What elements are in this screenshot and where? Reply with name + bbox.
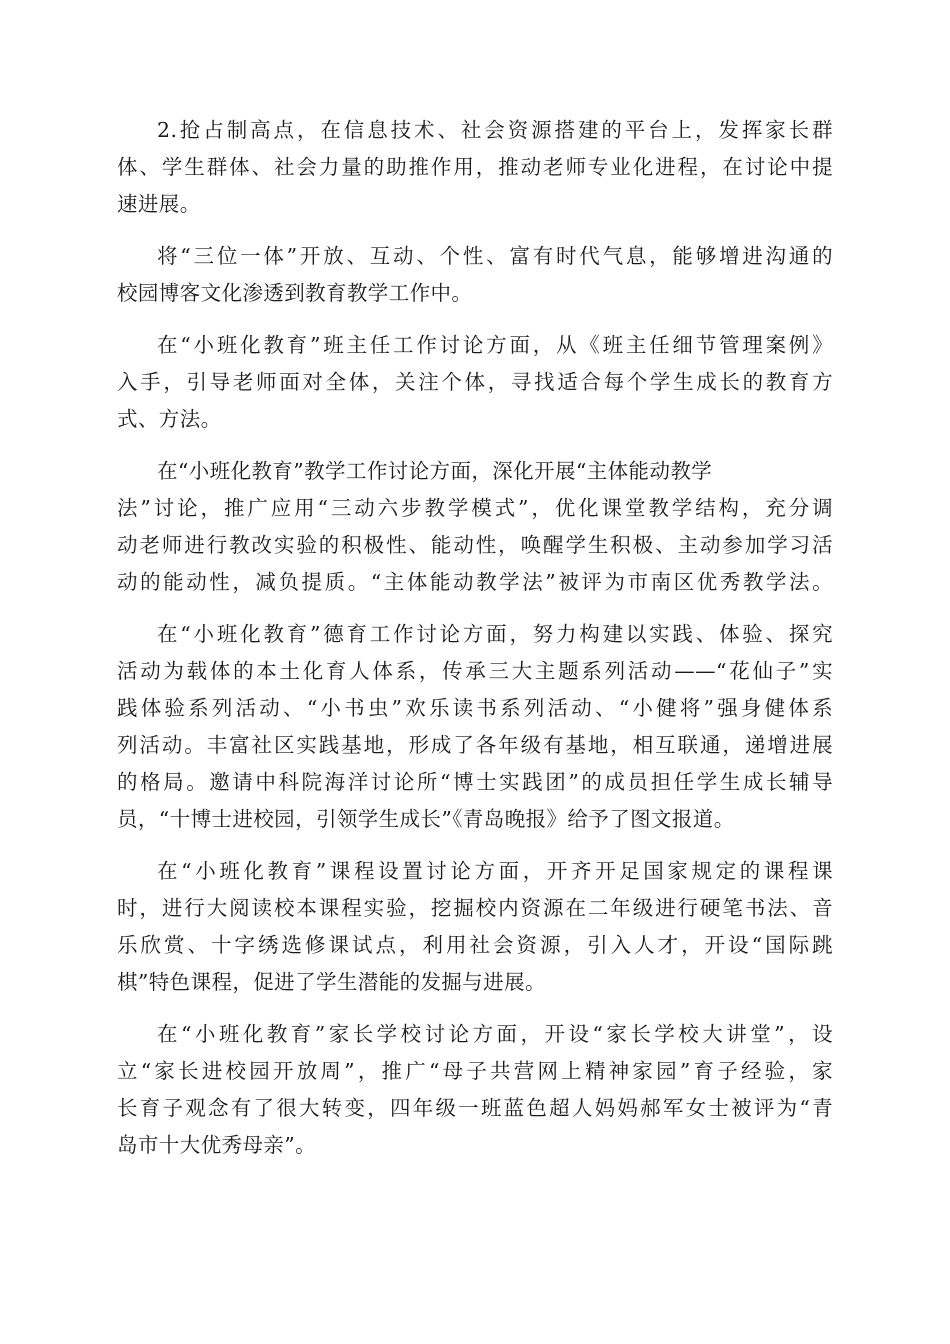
text-line: 践体验系列活动、“小书虫”欢乐读书系列活动、“小健将”强身健体系 xyxy=(117,696,833,720)
text-line: 列活动。丰富社区实践基地，形成了各年级有基地，相互联通，递增进展 xyxy=(117,733,833,757)
paragraph xyxy=(117,616,833,838)
text-line: 在“小班化教育”家长学校讨论方面，开设“家长学校大讲堂”，设 xyxy=(157,1022,833,1046)
text-line: 入手，引导老师面对全体，关注个体，寻找适合每个学生成长的教育方 xyxy=(117,370,833,394)
text-line: 动老师进行教改实验的积极性、能动性，唤醒学生积极、主动参加学习活 xyxy=(117,533,833,557)
paragraph xyxy=(117,1016,833,1164)
text-line: 员，“十博士进校园，引领学生成长”《青岛晚报》给予了图文报道。 xyxy=(117,807,735,831)
document-page xyxy=(117,112,833,1179)
text-line: 长育子观念有了很大转变，四年级一班蓝色超人妈妈郝军女士被评为“青 xyxy=(117,1096,833,1120)
text-line: 在“小班化教育”教学工作讨论方面，深化开展“主体能动教学 xyxy=(157,459,713,483)
paragraph xyxy=(117,327,833,438)
text-line: 体、学生群体、社会力量的助推作用，推动老师专业化进程，在讨论中提 xyxy=(117,155,833,179)
text-line: 速进展。 xyxy=(117,192,201,216)
text-line: 法”讨论，推广应用“三动六步教学模式”，优化课堂教学结构，充分调 xyxy=(117,496,833,520)
paragraph xyxy=(117,453,833,601)
text-line: 时，进行大阅读校本课程实验，挖掘校内资源在二年级进行硬笔书法、音 xyxy=(117,896,833,920)
text-line: 在“小班化教育”德育工作讨论方面，努力构建以实践、体验、探究 xyxy=(157,622,833,646)
text-line: 将“三位一体”开放、互动、个性、富有时代气息，能够增进沟通的 xyxy=(157,244,833,268)
text-line: 立“家长进校园开放周”，推广“母子共营网上精神家园”育子经验，家 xyxy=(117,1059,833,1083)
paragraph xyxy=(117,238,833,312)
paragraph xyxy=(117,112,833,223)
text-line: 乐欣赏、十字绣选修课试点，利用社会资源，引入人才，开设“国际跳 xyxy=(117,933,833,957)
text-line: 的格局。邀请中科院海洋讨论所“博士实践团”的成员担任学生成长辅导 xyxy=(117,770,833,794)
paragraph xyxy=(117,853,833,1001)
text-line: 式、方法。 xyxy=(117,407,222,431)
text-line: 2.抢占制高点，在信息技术、社会资源搭建的平台上，发挥家长群 xyxy=(157,118,833,142)
text-line: 岛市十大优秀母亲”。 xyxy=(117,1133,316,1157)
text-line: 在“小班化教育”班主任工作讨论方面，从《班主任细节管理案例》 xyxy=(157,333,833,357)
text-line: 棋”特色课程，促进了学生潜能的发掘与进展。 xyxy=(117,970,546,994)
text-line: 校园博客文化渗透到教育教学工作中。 xyxy=(117,281,473,305)
text-line: 活动为载体的本土化育人体系，传承三大主题系列活动——“花仙子”实 xyxy=(117,659,833,683)
text-line: 在“小班化教育”课程设置讨论方面，开齐开足国家规定的课程课 xyxy=(157,859,833,883)
text-line: 动的能动性，减负提质。“主体能动教学法”被评为市南区优秀教学法。 xyxy=(117,570,833,594)
